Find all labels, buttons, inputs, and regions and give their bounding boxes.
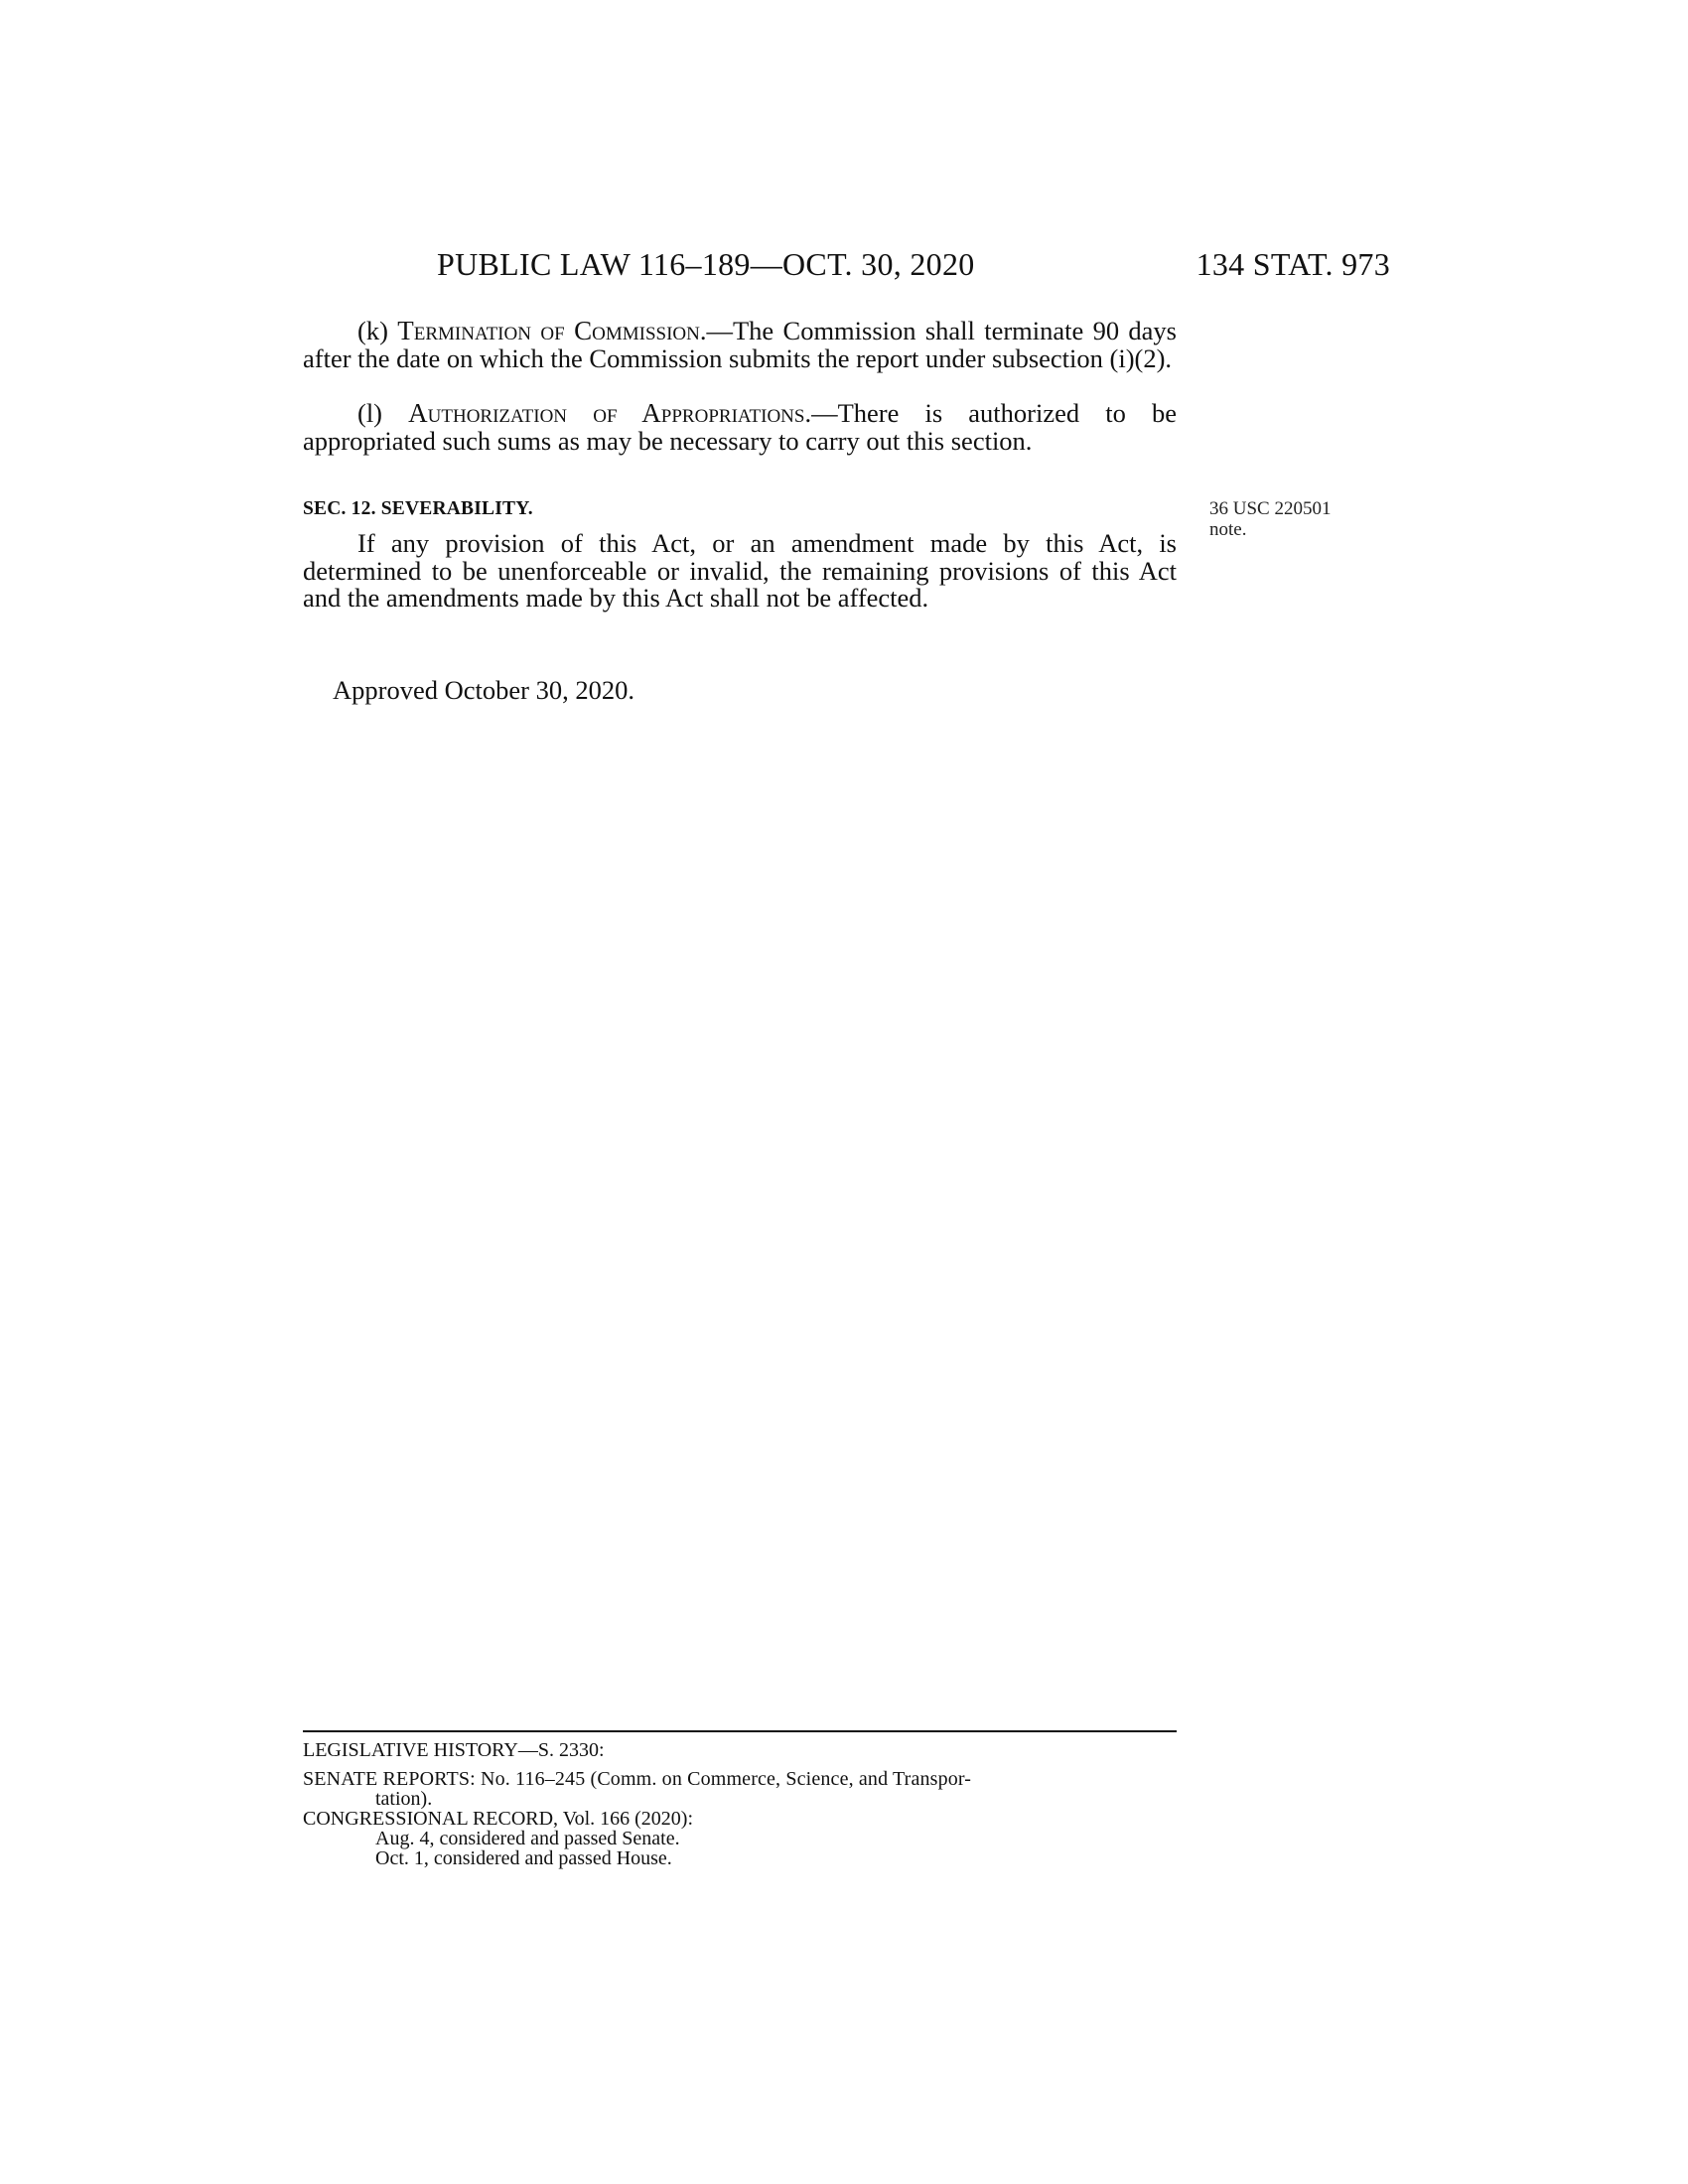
- senate-reports-continuation: tation).: [375, 1788, 433, 1810]
- paragraph-l-heading: Authorization of Appropriations: [408, 398, 805, 428]
- paragraph-k-heading: Termination of Commission: [397, 316, 700, 345]
- paragraph-k: [303, 318, 1177, 372]
- public-law-citation: PUBLIC LAW 116–189—OCT. 30, 2020: [437, 246, 975, 282]
- margin-note-suffix: note.: [1209, 519, 1247, 540]
- margin-note: [1209, 498, 1368, 540]
- legislative-history: [303, 1740, 1177, 1868]
- paragraph-l: [303, 400, 1177, 455]
- section-12-text: If any provision of this Act, or an amendment made by this Act, is determined to be unenforceable or invalid, the remaining provisions of this Act and the amendments made by this Act shall not be affected.: [303, 528, 1177, 613]
- section-12-heading: SEC. 12. SEVERABILITY.: [303, 498, 533, 519]
- running-head: [437, 246, 1390, 292]
- statutes-page-number: 134 STAT. 973: [1196, 246, 1390, 282]
- paragraph-l-text: .—There is authorized to be appropriated such sums as may be necessary to carry out this section.: [303, 398, 1177, 456]
- history-action-senate: Aug. 4, considered and passed Senate.: [375, 1828, 680, 1849]
- approval-date: Approved October 30, 2020.: [333, 675, 634, 705]
- paragraph-k-label: (k): [357, 316, 388, 345]
- margin-note-citation: 36 USC 220501: [1209, 498, 1332, 519]
- paragraph-l-label: (l): [357, 398, 383, 428]
- senate-reports: SENATE REPORTS: No. 116–245 (Comm. on Commerce, Science, and Transpor-: [303, 1768, 972, 1790]
- congressional-record: CONGRESSIONAL RECORD, Vol. 166 (2020):: [303, 1808, 693, 1830]
- paragraph-k-text: .—The Commission shall terminate 90 days after the date on which the Commission submits the report under subsection (i)(2).: [303, 316, 1177, 373]
- footnote-divider: [303, 1730, 1177, 1732]
- section-12-body: [303, 530, 1177, 613]
- legislative-history-title: LEGISLATIVE HISTORY—S. 2330:: [303, 1739, 605, 1761]
- history-action-house: Oct. 1, considered and passed House.: [375, 1847, 672, 1869]
